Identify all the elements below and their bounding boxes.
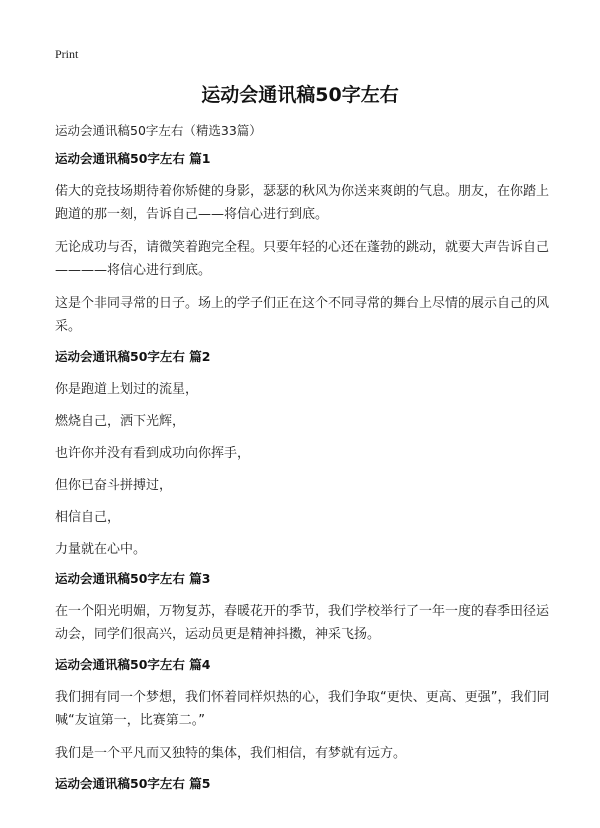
section-heading-4: 运动会通讯稿50字左右 篇4 [55, 657, 211, 672]
section-heading-3: 运动会通讯稿50字左右 篇3 [55, 571, 211, 586]
print-label: Print [55, 47, 79, 61]
document-subtitle: 运动会通讯稿50字左右（精选33篇） [55, 123, 262, 138]
poem-line: 也许你并没有看到成功向你挥手， [55, 446, 251, 461]
section-heading-2: 运动会通讯稿50字左右 篇2 [55, 349, 211, 364]
paragraph: 无论成功与否，请微笑着跑完全程。只要年轻的心还在蓬勃的跳动，就要大声告诉自己————将信心进行到底。 [55, 240, 550, 278]
poem-line: 但你已奋斗拼搏过， [55, 478, 173, 493]
paragraph: 偌大的竞技场期待着你矫健的身影，瑟瑟的秋风为你送来爽朗的气息。朋友，在你踏上跑道的那一刻，告诉自己——将信心进行到底。 [55, 184, 550, 222]
poem-line: 力量就在心中。 [55, 542, 147, 557]
section-heading-1: 运动会通讯稿50字左右 篇1 [55, 151, 211, 166]
poem-line: 相信自己， [55, 510, 121, 525]
paragraph: 在一个阳光明媚，万物复苏，春暖花开的季节，我们学校举行了一年一度的春季田径运动会，同学们很高兴，运动员更是精神抖擞，神采飞扬。 [55, 604, 550, 642]
paragraph: 我们是一个平凡而又独特的集体，我们相信，有梦就有远方。 [55, 746, 407, 761]
poem-line: 你是跑道上划过的流星， [55, 382, 199, 397]
document-body [55, 150, 560, 805]
paragraph: 这是个非同寻常的日子。场上的学子们正在这个不同寻常的舞台上尽情的展示自己的风采。 [55, 296, 550, 334]
poem-line: 燃烧自己，洒下光辉， [55, 414, 186, 429]
paragraph: 我们拥有同一个梦想，我们怀着同样炽热的心，我们争取“更快、更高、更强”，我们同喊“友谊第一，比赛第二。” [55, 690, 550, 728]
section-heading-5: 运动会通讯稿50字左右 篇5 [55, 776, 211, 791]
page-title: 运动会通讯稿50字左右 [201, 84, 399, 106]
